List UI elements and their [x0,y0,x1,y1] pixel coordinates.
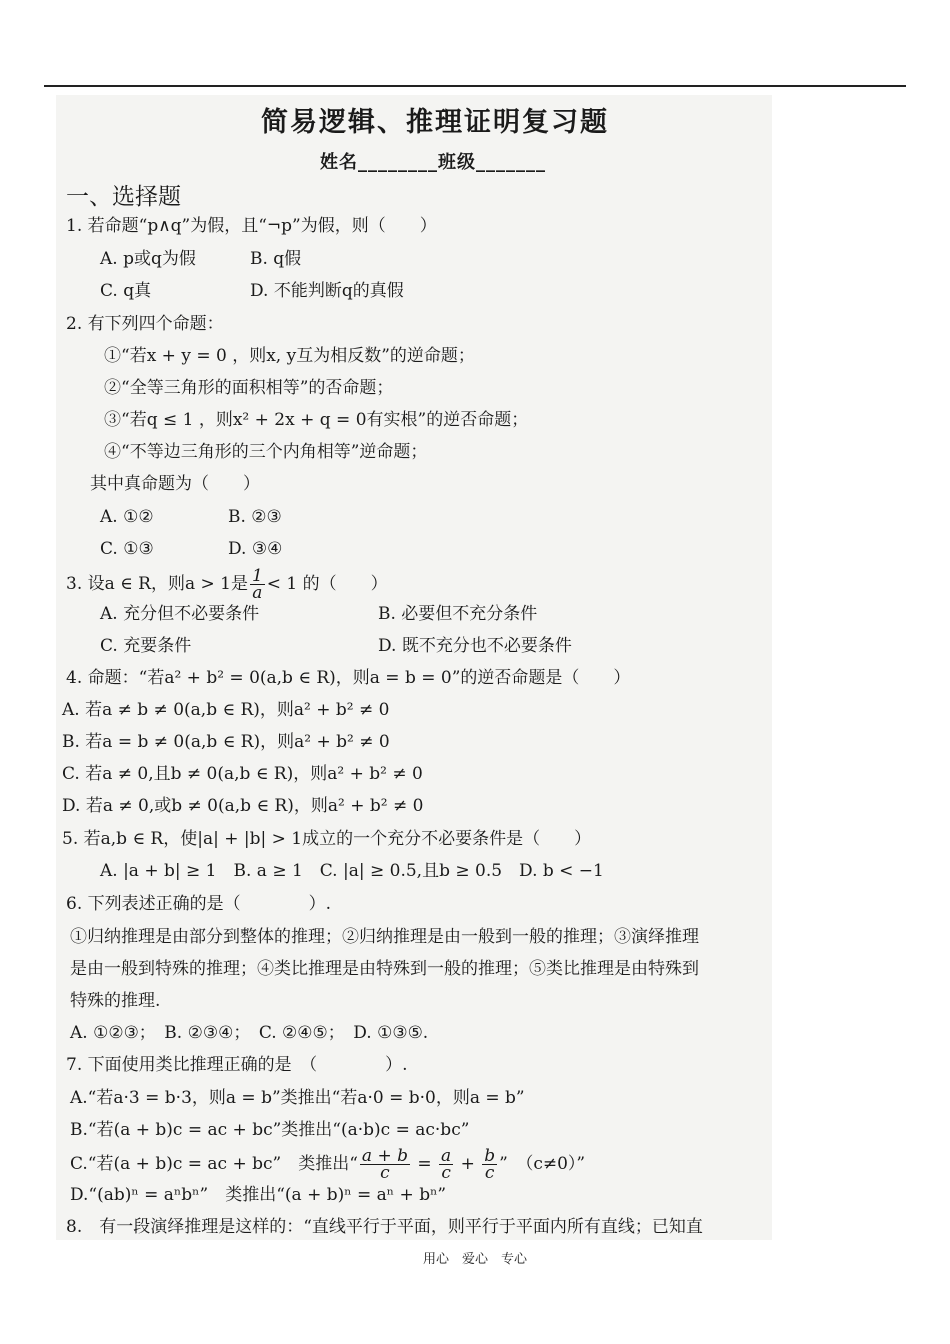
q6-line-3: 特殊的推理. [70,991,161,1011]
q7-option-b: B.“若(a + b)c = ac + bc”类推出“(a·b)c = ac·bc” [70,1120,470,1140]
q6-line-1: ①归纳推理是由部分到整体的推理；②归纳推理是由一般到一般的推理；③演绎推理 [70,927,699,947]
q2-proposition-1: ①“若x + y = 0 ，则x, y互为相反数”的逆命题； [104,346,475,366]
q7-c-frac1-den: c [380,1163,390,1183]
q7-c-frac1-num: a + b [361,1146,408,1166]
q4-stem: 4. 命题：“若a² + b² = 0(a,b ∈ R)，则a = b = 0”的逆否命题是（ ） [66,668,631,688]
q3-stem-pre: 3. 设a ∈ R，则a > 1是 [66,574,248,594]
q6-stem: 6. 下列表述正确的是（ ）. [66,894,332,914]
q7-c-fraction-1 [360,1148,410,1181]
q3-fraction [250,568,265,601]
q3-option-b: B. 必要但不充分条件 [378,604,538,624]
q2-proposition-4: ④“不等边三角形的三个内角相等”逆命题； [104,442,428,462]
q7-option-c-post: ” （c≠0）” [499,1154,586,1174]
name-class-line: 姓名________班级_______ [320,152,546,173]
page-title: 简易逻辑、推理证明复习题 [261,107,609,138]
q7-option-d: D.“(ab)ⁿ = aⁿbⁿ” 类推出“(a + b)ⁿ = aⁿ + bⁿ” [70,1185,447,1205]
q2-proposition-2: ②“全等三角形的面积相等”的否命题； [104,378,394,398]
q2-option-c: C. ①③ [100,539,154,559]
q7-stem: 7. 下面使用类比推理正确的是 （ ）. [66,1055,408,1075]
q7-option-c-pre: C.“若(a + b)c = ac + bc” 类推出“ [70,1154,358,1174]
top-rule [44,85,906,87]
footer-slogan: 用心 爱心 专心 [422,1252,527,1267]
q7-option-a: A.“若a·3 = b·3，则a = b”类推出“若a·0 = b·0，则a = b” [70,1088,525,1108]
q2-option-b: B. ②③ [228,507,282,527]
q1-option-a: A. p或q为假 [100,249,196,269]
q5-options: A. |a + b| ≥ 1 B. a ≥ 1 C. |a| ≥ 0.5,且b ≥ 0.5 D. b < −1 [100,861,604,881]
q2-ask: 其中真命题为（ ） [90,474,260,494]
q7-c-fraction-3 [482,1148,497,1181]
q7-c-frac2-den: c [441,1163,451,1183]
q1-option-b: B. q假 [250,249,302,269]
q2-proposition-3: ③“若q ≤ 1 ，则x² + 2x + q = 0有实根”的逆否命题； [104,410,529,430]
q6-options: A. ①②③； B. ②③④； C. ②④⑤； D. ①③⑤. [70,1023,429,1043]
q3-option-c: C. 充要条件 [100,636,192,656]
q3-option-d: D. 既不充分也不必要条件 [378,636,572,656]
q1-option-d: D. 不能判断q的真假 [250,281,404,301]
q7-c-fraction-2 [439,1148,453,1181]
q8-stem: 8. 有一段演绎推理是这样的：“直线平行于平面，则平行于平面内所有直线；已知直 [66,1217,703,1237]
section-heading: 一、选择题 [66,184,181,210]
q1-option-c: C. q真 [100,281,152,301]
q3-option-a: A. 充分但不必要条件 [100,604,260,624]
q3-stem [66,568,388,601]
q6-line-2: 是由一般到特殊的推理；④类比推理是由特殊到一般的推理；⑤类比推理是由特殊到 [70,959,699,979]
q4-option-c: C. 若a ≠ 0,且b ≠ 0(a,b ∈ R)，则a² + b² ≠ 0 [62,764,423,784]
q2-option-a: A. ①② [100,507,154,527]
q7-option-c: C.“若(a + b)c = ac + bc” 类推出“ $\frac{a + b}{c}$ = $\frac{a}{c}$ + $\frac{b}{c}$ ” （c≠0）” [70,1146,586,1183]
q4-option-d: D. 若a ≠ 0,或b ≠ 0(a,b ∈ R)，则a² + b² ≠ 0 [62,796,424,816]
q7-c-frac3-den: c [484,1163,495,1183]
q4-option-a: A. 若a ≠ b ≠ 0(a,b ∈ R)，则a² + b² ≠ 0 [62,700,390,720]
q2-option-d: D. ③④ [228,539,283,559]
q3-stem-post: < 1 的（ ） [266,574,388,594]
q4-option-b: B. 若a = b ≠ 0(a,b ∈ R)，则a² + b² ≠ 0 [62,732,390,752]
q1-stem: 1. 若命题“p∧q”为假，且“¬p”为假，则（ ） [66,216,437,236]
q3-fraction-den: a [252,583,263,603]
q2-stem: 2. 有下列四个命题： [66,314,224,334]
q5-stem: 5. 若a,b ∈ R，使|a| + |b| > 1成立的一个充分不必要条件是（ ） [62,829,592,849]
q7-c-frac3-num: b [484,1146,496,1166]
q3-fraction-num: 1 [251,566,263,586]
q7-c-frac2-num: a [441,1146,452,1166]
